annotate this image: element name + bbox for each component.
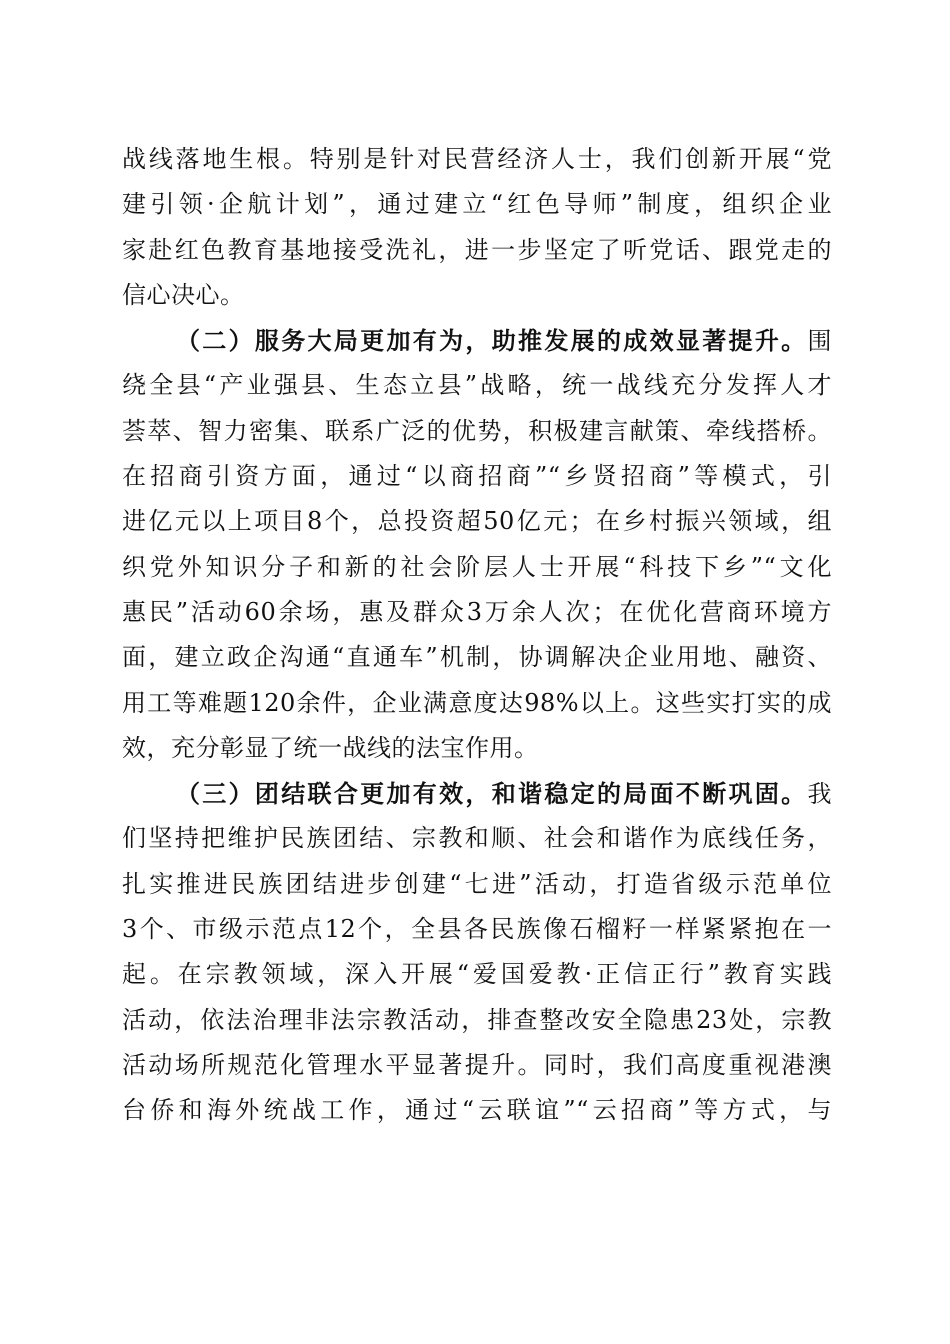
section-heading-3: （三）团结联合更加有效，和谐稳定的局面不断巩固。 [176,779,808,809]
section-heading-2: （二）服务大局更加有为，助推发展的成效显著提升。 [176,326,808,356]
paragraph-2-first-line [122,318,832,363]
paragraph-3-line-6: 活动场所规范化管理水平显著提升。同时，我们高度重视港澳 [122,1050,832,1079]
body-text [122,137,832,1134]
paragraph-1-line-3: 家赴红色教育基地接受洗礼，进一步坚定了听党话、跟党走的 [122,235,832,264]
paragraph-2-line-3: 在招商引资方面，通过“以商招商”“乡贤招商”等模式，引 [122,462,832,491]
paragraph-3-line-1: 们坚持把维护民族团结、宗教和顺、社会和谐作为底线任务， [122,824,832,853]
paragraph-2-line-5: 织党外知识分子和新的社会阶层人士开展“科技下乡”“文化 [122,552,832,581]
paragraph-2-line-8: 用工等难题120余件，企业满意度达98%以上。这些实打实的成 [122,688,832,717]
paragraph-2-line-6: 惠民”活动60余场，惠及群众3万余人次；在优化营商环境方 [122,597,832,626]
paragraph-2-line-7: 面，建立政企沟通“直通车”机制，协调解决企业用地、融资、 [122,643,832,672]
paragraph-1-line-4: 信心决心。 [122,280,245,309]
paragraph-3-first-line [122,771,832,816]
paragraph-2-line-4: 进亿元以上项目8个，总投资超50亿元；在乡村振兴领域，组 [122,507,832,536]
paragraph-2-heading-tail: 围 [807,327,832,356]
paragraph-1-line-2: 建引领·企航计划”，通过建立“红色导师”制度，组织企业 [122,190,832,219]
paragraph-3-line-2: 扎实推进民族团结进步创建“七进”活动，打造省级示范单位 [122,869,832,898]
paragraph-3-heading-tail: 我 [807,780,832,809]
paragraph-2-line-9: 效，充分彰显了统一战线的法宝作用。 [122,733,539,762]
paragraph-3-line-7: 台侨和海外统战工作，通过“云联谊”“云招商”等方式，与 [122,1096,832,1125]
paragraph-1-line-1: 战线落地生根。特别是针对民营经济人士，我们创新开展“党 [122,145,832,173]
paragraph-3-line-3: 3个、市级示范点12个，全县各民族像石榴籽一样紧紧抱在一 [122,915,832,944]
paragraph-3-line-5: 活动，依法治理非法宗教活动，排查整改安全隐患23处，宗教 [122,1005,832,1034]
paragraph-2-line-1: 绕全县“产业强县、生态立县”战略，统一战线充分发挥人才 [122,371,832,400]
paragraph-3-line-4: 起。在宗教领域，深入开展“爱国爱教·正信正行”教育实践 [122,960,832,989]
paragraph-2-line-2: 荟萃、智力密集、联系广泛的优势，积极建言献策、牵线搭桥。 [122,416,832,445]
